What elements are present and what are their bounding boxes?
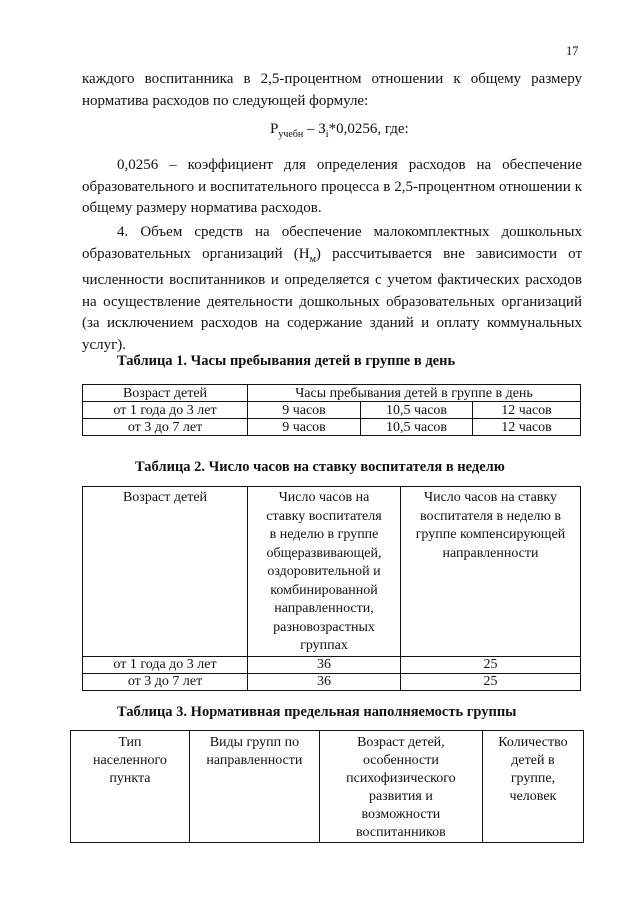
table-3-header-type: Тип населенного пункта	[71, 731, 190, 843]
table-2-value: 36	[248, 673, 401, 690]
formula-part-b: *0,0256, где:	[328, 121, 409, 137]
table-2-age: от 3 до 7 лет	[83, 673, 248, 690]
page-number: 17	[566, 44, 579, 58]
formula-subscript-2: i	[325, 129, 329, 140]
table-1-value: 12 часов	[473, 402, 581, 419]
table-1-value: 9 часов	[248, 402, 361, 419]
formula-symbol: Р	[270, 121, 279, 137]
table-3-header-kinds: Виды групп по направленности	[189, 731, 319, 843]
item-4-subscript: м	[309, 253, 316, 265]
table-1-value: 10,5 часов	[361, 419, 473, 436]
table-3-header-age: Возраст детей, особенности психофизического развития и возможности воспитанников	[319, 731, 482, 843]
table-1	[82, 384, 581, 436]
table-2-value: 25	[401, 673, 581, 690]
table-2-header-compensating: Число часов на ставку воспитателя в неделю в группе компенсирующей направленности	[401, 487, 581, 657]
table-row	[83, 419, 581, 436]
table-1-value: 9 часов	[248, 419, 361, 436]
formula-part-a: – З	[303, 121, 326, 137]
table-1-caption: Таблица 1. Часы пребывания детей в группе в день	[117, 353, 456, 369]
table-1-header-age: Возраст детей	[83, 385, 248, 402]
table-3	[70, 730, 584, 843]
item-4-text-before: 4. Объем средств на обеспечение малокомплектных дошкольных образовательных организаций (Н	[82, 224, 582, 262]
table-2-header-age: Возраст детей	[83, 487, 248, 657]
formula-subscript: учебн	[278, 129, 304, 140]
table-row	[83, 402, 581, 419]
coefficient-paragraph: 0,0256 – коэффициент для определения расходов на обеспечение образовательного и воспитательного процесса в 2,5-процентном отношении к общему размеру норматива расходов.	[82, 157, 582, 216]
table-1-age: от 3 до 7 лет	[83, 419, 248, 436]
item-4-text-after: ) рассчитывается вне зависимости от численности воспитанников и определяется с учетом фактических расходов на осуществление деятельности дошкольных образовательных организаций (за исключением расходов на содержание зданий и оплату коммунальных услуг).	[82, 245, 582, 353]
table-row	[83, 673, 581, 690]
table-2-age: от 1 года до 3 лет	[83, 656, 248, 673]
table-2-caption: Таблица 2. Число часов на ставку воспитателя в неделю	[135, 459, 505, 475]
table-2-value: 36	[248, 656, 401, 673]
intro-paragraph: каждого воспитанника в 2,5-процентном отношении к общему размеру норматива расходов по следующей формуле:	[82, 71, 582, 109]
item-4-paragraph	[82, 222, 582, 356]
table-row	[83, 656, 581, 673]
table-1-age: от 1 года до 3 лет	[83, 402, 248, 419]
table-2	[82, 486, 581, 691]
formula	[270, 121, 409, 140]
table-1-value: 10,5 часов	[361, 402, 473, 419]
table-3-caption: Таблица 3. Нормативная предельная наполняемость группы	[117, 704, 517, 720]
table-3-header-count: Количество детей в группе, человек	[482, 731, 583, 843]
table-1-header-hours: Часы пребывания детей в группе в день	[248, 385, 581, 402]
table-1-value: 12 часов	[473, 419, 581, 436]
table-2-header-general: Число часов на ставку воспитателя в неделю в группе общеразвивающей, оздоровительной и комбинированной направленности, разновозрастных группах	[248, 487, 401, 657]
table-2-value: 25	[401, 656, 581, 673]
